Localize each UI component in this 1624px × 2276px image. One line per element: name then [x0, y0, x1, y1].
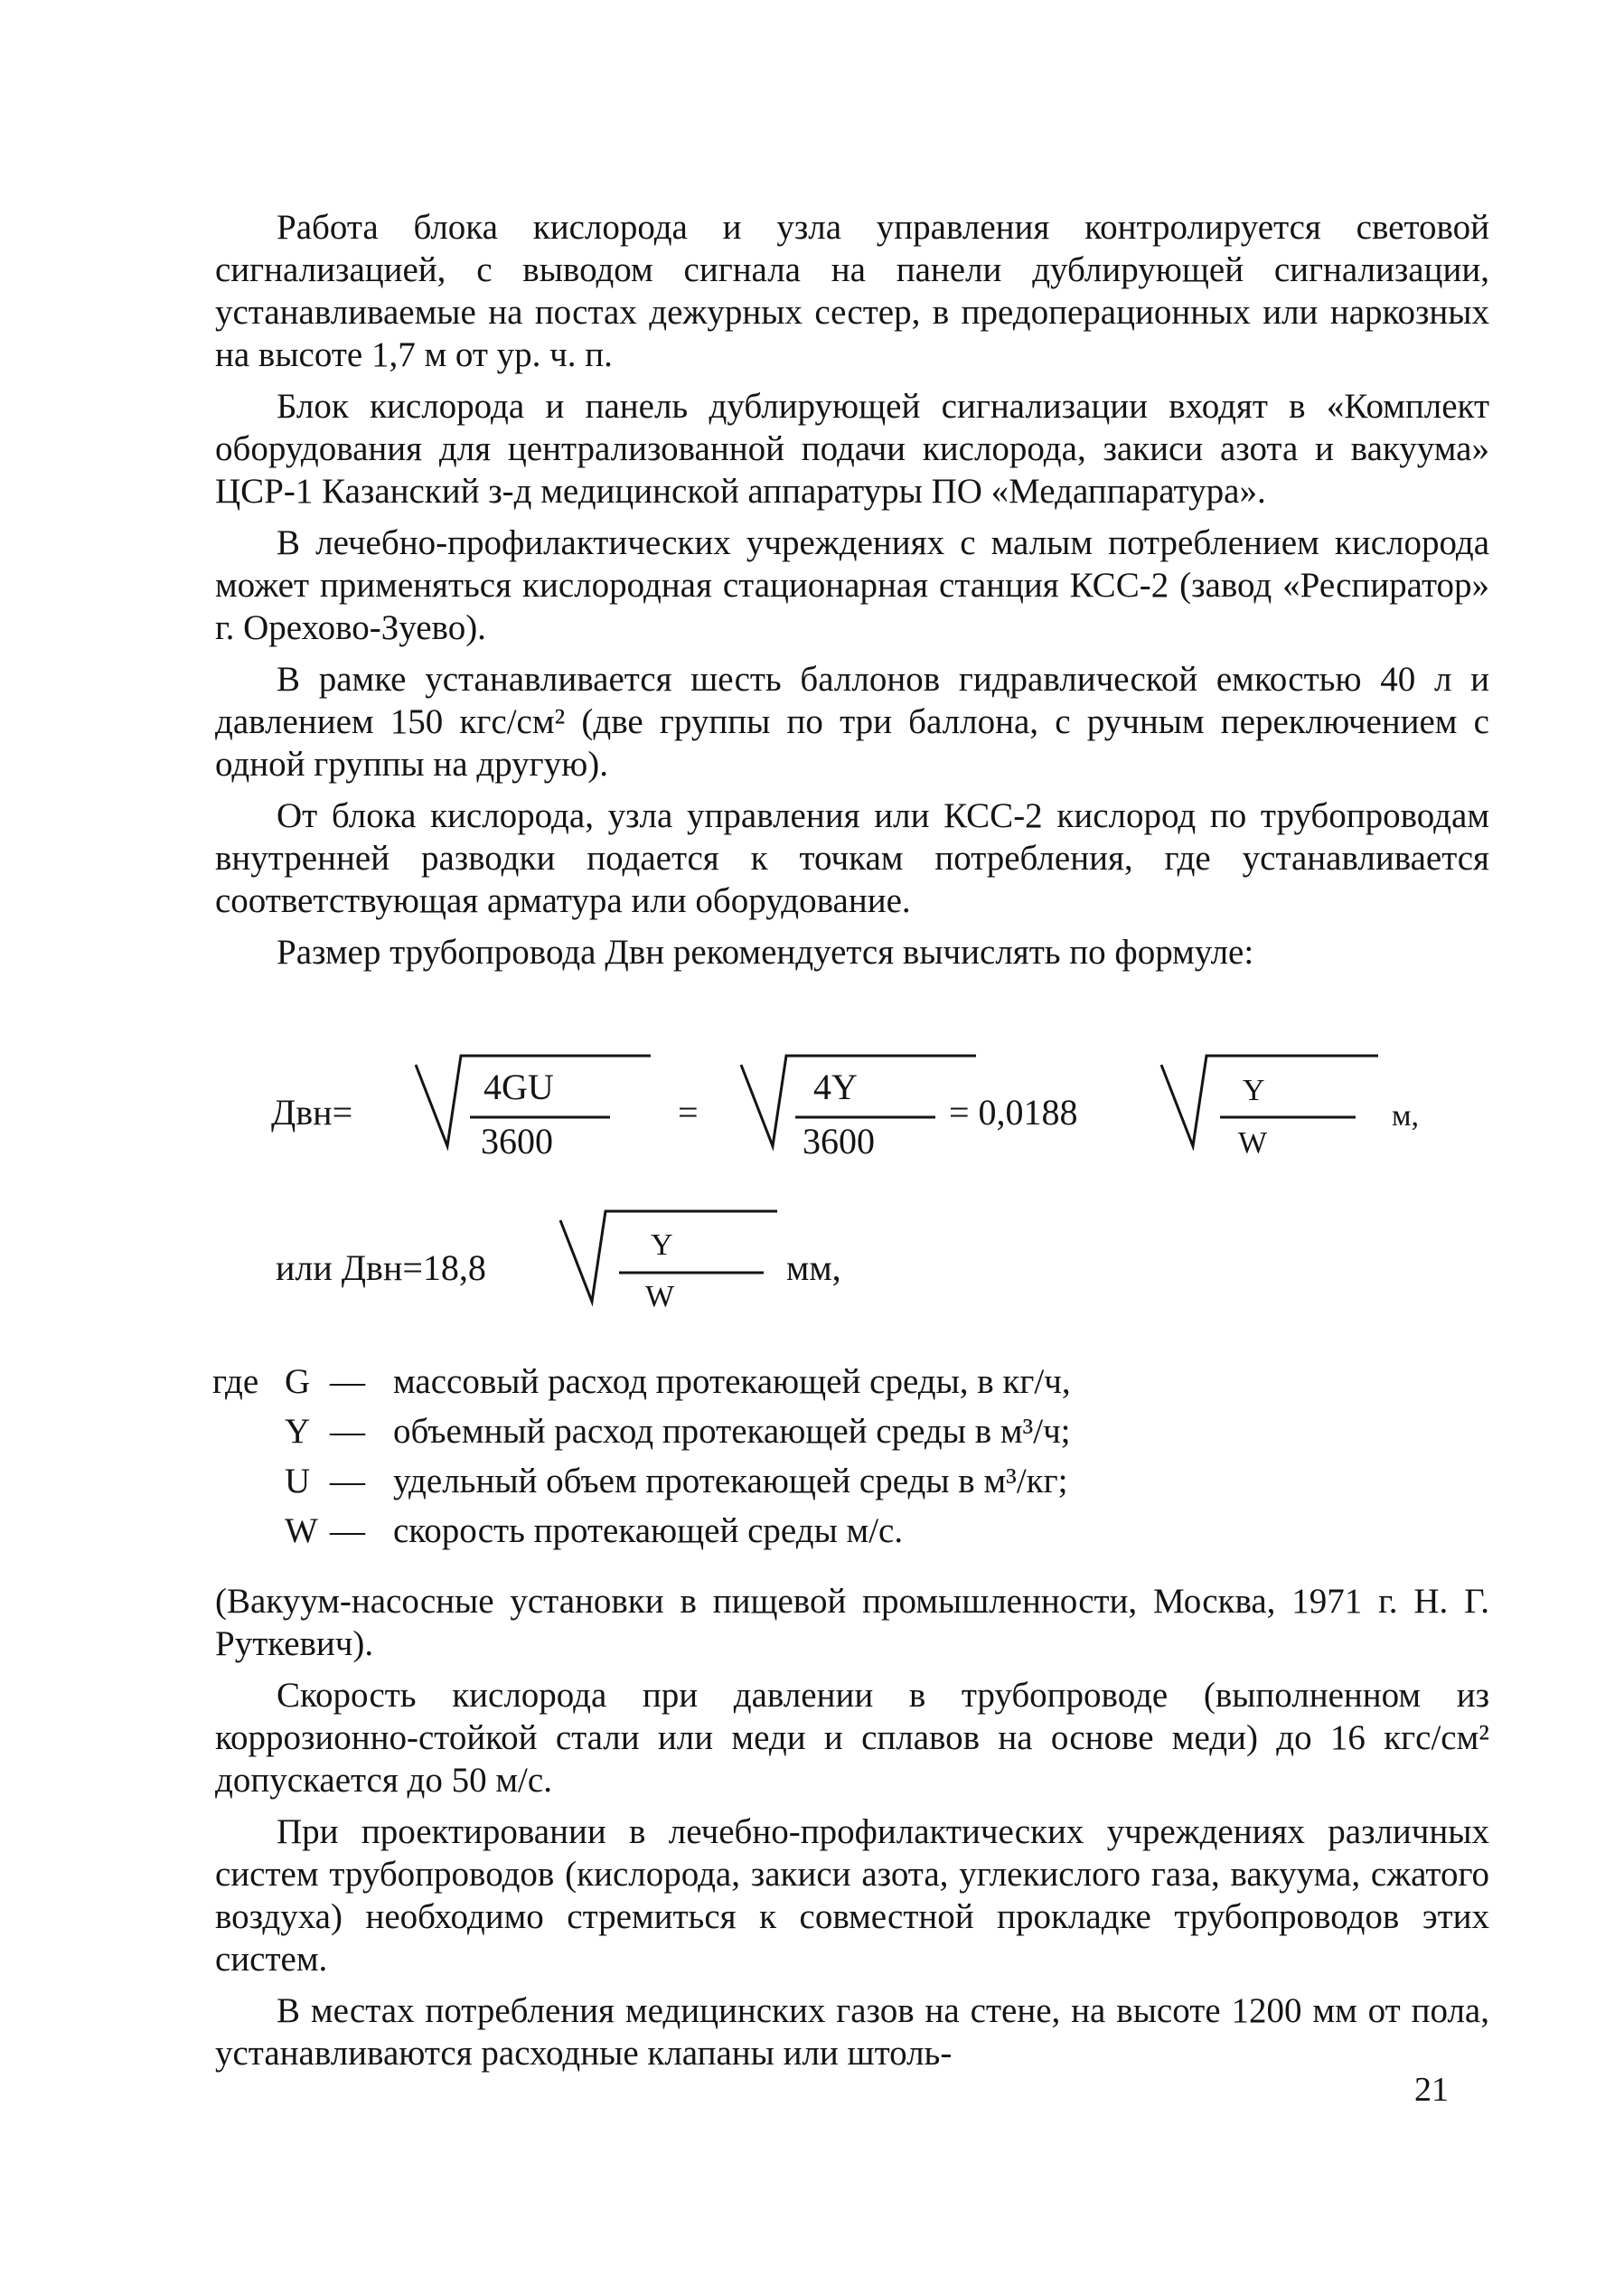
fraction-denominator: 3600	[481, 1121, 553, 1162]
definition-dash: —	[330, 1362, 365, 1401]
paragraph: Блок кислорода и панель дублирующей сигнализации входят в «Комплект оборудования для централизованной подачи кислорода, закиси азота и вакуума» ЦСР-1 Казанский з-д медицинской аппаратуры ПО «Медаппаратура».	[215, 387, 1489, 511]
formula-equals: =	[678, 1092, 699, 1133]
definition-lead: где	[212, 1362, 259, 1401]
definition-row	[212, 1460, 1478, 1509]
paragraph: Размер трубопровода Двн рекомендуется вычислять по формуле:	[277, 933, 1254, 972]
paragraph: Скорость кислорода при давлении в трубопроводе (выполненном из коррозионно-стойкой стали или меди и сплавов на основе меди) до 16 кгс/см² допускается до 50 м/с.	[215, 1676, 1489, 1800]
fraction-denominator: W	[645, 1280, 675, 1313]
radical-sign-icon	[1161, 1056, 1378, 1164]
paragraph: В местах потребления медицинских газов на стене, на высоте 1200 мм от пола, устанавливаются расходные клапаны или штоль-	[215, 1991, 1489, 2073]
formula-coefficient: = 0,0188	[949, 1092, 1078, 1133]
formula-lhs: Двн=	[271, 1092, 353, 1133]
definition-symbol: W	[285, 1511, 318, 1550]
definition-dash: —	[330, 1462, 365, 1500]
definition-text: удельный объем протекающей среды в м³/кг;	[393, 1462, 1068, 1500]
paragraph: Работа блока кислорода и узла управления контролируется световой сигнализацией, с выводом сигнала на панели дублирующей сигнализации, устанавливаемые на постах дежурных сестер, в предоперационных или наркозных на высоте 1,7 м от ур. ч. п.	[215, 208, 1489, 374]
variable-definitions	[212, 1360, 1478, 1559]
paragraph: От блока кислорода, узла управления или КСС-2 кислород по трубопроводам внутренней разводки подается к точкам потребления, где устанавливается соответствующая арматура или оборудование.	[215, 796, 1489, 920]
fraction-denominator: 3600	[803, 1121, 875, 1162]
fraction-numerator: Y	[1243, 1074, 1265, 1107]
paragraph: В рамке устанавливается шесть баллонов гидравлической емкостью 40 л и давлением 150 кгс/см² (две группы по три баллона, с ручным переключением с одной группы на другую).	[215, 660, 1489, 784]
definition-symbol: Y	[285, 1412, 311, 1451]
formula-alt-lhs: или Двн=18,8	[276, 1247, 486, 1288]
citation-paragraph: (Вакуум-насосные установки в пищевой промышленности, Москва, 1971 г. Н. Г. Руткевич).	[215, 1582, 1489, 1663]
definition-row	[212, 1509, 1478, 1559]
body-text-top	[215, 206, 1489, 983]
fraction-numerator: 4GU	[483, 1067, 554, 1107]
definition-symbol: U	[285, 1462, 311, 1500]
definition-symbol: G	[285, 1362, 311, 1401]
definition-dash: —	[330, 1511, 365, 1550]
definition-text: скорость протекающей среды м/с.	[393, 1511, 904, 1550]
page-number: 21	[1414, 2071, 1449, 2109]
definition-row	[212, 1410, 1478, 1460]
formula-unit: м,	[1392, 1099, 1420, 1133]
fraction-numerator: Y	[651, 1228, 673, 1262]
formula-unit: мм,	[786, 1247, 841, 1288]
definition-text: массовый расход протекающей среды, в кг/ч,	[393, 1362, 1071, 1401]
body-text-bottom	[215, 1580, 1489, 2083]
definition-row	[212, 1360, 1478, 1410]
fraction-numerator: 4Y	[813, 1067, 858, 1107]
pipe-diameter-formula	[271, 1039, 1473, 1347]
fraction-denominator: W	[1238, 1126, 1268, 1160]
paragraph: При проектировании в лечебно-профилактических учреждениях различных систем трубопроводов (кислорода, закиси азота, углекислого газа, вакуума, сжатого воздуха) необходимо стремиться к совместной прокладке трубопроводов этих систем.	[215, 1812, 1489, 1979]
definition-dash: —	[330, 1412, 365, 1451]
paragraph: В лечебно-профилактических учреждениях с малым потреблением кислорода может применяться кислородная стационарная станция КСС-2 (завод «Респиратор» г. Орехово-Зуево).	[215, 523, 1489, 647]
definition-text: объемный расход протекающей среды в м³/ч;	[393, 1412, 1071, 1451]
